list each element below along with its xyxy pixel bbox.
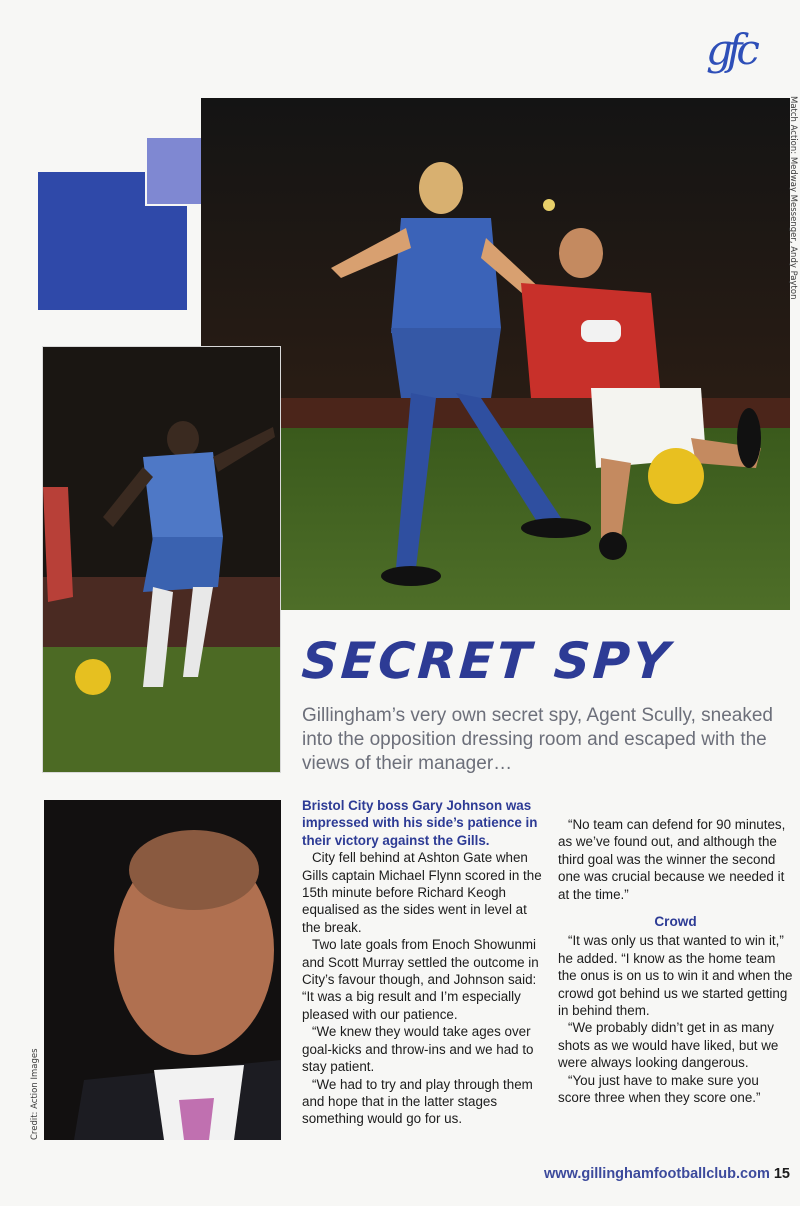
- manager-portrait-photo: [44, 800, 281, 1140]
- article-headline: SECRET SPY: [299, 632, 674, 690]
- article-paragraph: Two late goals from Enoch Showunmi and Scott Murray settled the outcome in City’s favour though, and Johnson said: “It was a big result and I’m especially pleased with our patience.: [302, 937, 539, 1022]
- club-logo: [704, 24, 782, 82]
- article-paragraph: “We probably didn’t get in as many shots as we would have liked, but we were always looking dangerous.: [558, 1020, 779, 1071]
- article-paragraph: City fell behind at Ashton Gate when Gills captain Michael Flynn scored in the 15th minute before Richard Keogh equalised as the sides went in level at the break.: [302, 850, 542, 935]
- article-paragraph: “We knew they would take ages over goal-kicks and throw-ins and we had to stay patient.: [302, 1024, 534, 1075]
- article-column-2: [558, 797, 793, 1107]
- page-footer: [544, 1166, 790, 1182]
- logo-text: gfc: [706, 25, 754, 74]
- article-paragraph: “You just have to make sure you score three when they score one.”: [558, 1072, 761, 1106]
- article-column-1: [302, 797, 547, 1128]
- article-subheading: Crowd: [654, 914, 697, 930]
- article-standfirst: Gillingham’s very own secret spy, Agent Scully, sneaked into the opposition dressing room and escaped with the views of their manager…: [302, 705, 774, 774]
- gfc-logo-mark: [704, 24, 782, 82]
- article-paragraph: “No team can defend for 90 minutes, as we’ve found out, and although the third goal was the winner the second one was crucial because we needed it at the time.”: [558, 817, 786, 902]
- article-lead-paragraph: Bristol City boss Gary Johnson was impressed with his side’s patience in their victory against the Gills.: [302, 798, 538, 848]
- player-shooting-photo: [42, 346, 281, 773]
- article-paragraph: “We had to try and play through them and hope that in the latter stages something would go for us.: [302, 1076, 533, 1127]
- club-website-link[interactable]: www.gillinghamfootballclub.com: [544, 1166, 770, 1182]
- match-action-photo: [201, 98, 790, 610]
- photo-credit-match: Match Action: Medway Messenger, Andy Payton: [788, 96, 798, 300]
- photo-credit-manager: Credit: Action Images: [30, 1048, 40, 1140]
- article-paragraph: “It was only us that wanted to win it,” he added. “I know as the home team the onus is on us to win it and when the crowd got behind us we started getting in behind them.: [558, 933, 793, 1019]
- page-number: 15: [773, 1166, 790, 1182]
